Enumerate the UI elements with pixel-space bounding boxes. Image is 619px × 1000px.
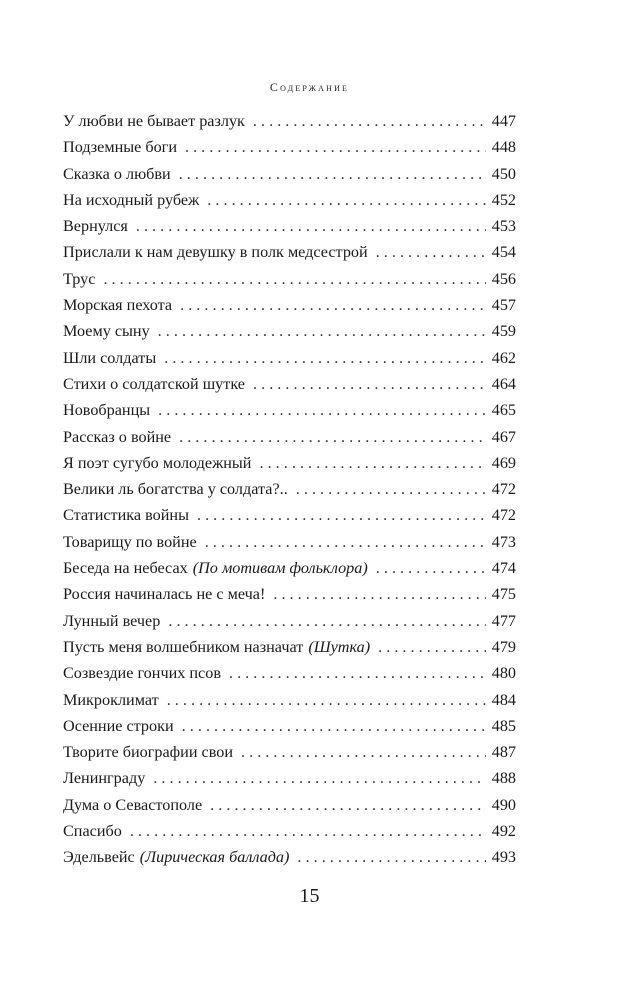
- toc-entry: [63, 476, 516, 502]
- toc-entry-title-text: Моему сыну: [63, 322, 150, 341]
- toc-entry-title-text: Пусть меня волшебником назначат: [63, 637, 304, 656]
- dot-leader: [185, 134, 486, 160]
- toc-entry: [63, 687, 516, 713]
- toc-entry-title: [63, 502, 189, 528]
- toc-entry-title-text: Россия начиналась не с меча!: [63, 585, 266, 604]
- toc-entry: [63, 187, 516, 213]
- toc-entry-subtitle: (Шутка): [308, 637, 371, 656]
- toc-entry-page: 492: [491, 822, 516, 841]
- dot-leader: [168, 608, 485, 634]
- toc-entry-page: 448: [491, 138, 516, 157]
- toc-entry-title-text: Вернулся: [63, 217, 128, 236]
- dot-leader: [153, 765, 485, 791]
- toc-entry: [63, 792, 516, 818]
- toc-entry: [63, 345, 516, 371]
- dot-leader: [103, 266, 485, 292]
- toc-entry-title: [63, 739, 233, 765]
- dot-leader: [167, 687, 486, 713]
- toc-entry-title: [63, 634, 370, 660]
- toc-entry-page: 469: [491, 453, 516, 472]
- toc-entry-title-text: Творите биографии свои: [63, 743, 234, 762]
- toc-entry-title-text: Новобранцы: [63, 401, 151, 420]
- toc-entry-page: 477: [491, 611, 516, 630]
- dot-leader: [158, 397, 486, 423]
- toc-entry-title: [63, 424, 171, 450]
- toc-entry-page: 475: [491, 585, 516, 604]
- toc-entry-title-text: Ленинграду: [63, 769, 146, 788]
- toc-entry-title-text: Шли солдаты: [63, 348, 157, 367]
- dot-leader: [179, 424, 486, 450]
- dot-leader: [253, 371, 486, 397]
- toc-entry-title-text: Я поэт сугубо молодежный: [63, 453, 252, 472]
- toc-entry-page: 450: [491, 164, 516, 183]
- toc-entry: [63, 608, 516, 634]
- toc-entry-title: [63, 844, 289, 870]
- dot-leader: [376, 239, 486, 265]
- toc-entry: [63, 765, 516, 791]
- toc-entry: [63, 844, 516, 870]
- toc-entry: [63, 739, 516, 765]
- toc-entry-title-text: Сказка о любви: [63, 164, 171, 183]
- toc-entry-page: 453: [491, 217, 516, 236]
- toc-entry: [63, 213, 516, 239]
- toc-entry-title: [63, 687, 159, 713]
- toc-entry-page: 456: [491, 269, 516, 288]
- toc-entry-page: 459: [491, 322, 516, 341]
- toc-entry: [63, 713, 516, 739]
- toc-entry-title-text: Созвездие гончих псов: [63, 664, 221, 683]
- toc-entry-title: [63, 765, 145, 791]
- toc-entry: [63, 818, 516, 844]
- dot-leader: [158, 318, 486, 344]
- toc-entry-title-text: Беседа на небесах: [63, 559, 188, 578]
- toc-entry: [63, 292, 516, 318]
- toc-entry-page: 484: [491, 690, 516, 709]
- toc-entry-title: [63, 792, 202, 818]
- toc-entry: [63, 660, 516, 686]
- toc-entry-title: [63, 371, 245, 397]
- dot-leader: [296, 476, 486, 502]
- toc-entry: [63, 371, 516, 397]
- toc-entry-title: [63, 608, 160, 634]
- dot-leader: [273, 581, 485, 607]
- toc-entry-title: [63, 529, 197, 555]
- dot-leader: [205, 529, 486, 555]
- toc-entry-title: [63, 161, 171, 187]
- toc-entry-page: 474: [491, 559, 516, 578]
- toc-entry-page: 464: [491, 374, 516, 393]
- toc-entry-title: [63, 266, 95, 292]
- toc-entry: [63, 581, 516, 607]
- toc-entry: [63, 529, 516, 555]
- toc-entry-title: [63, 713, 174, 739]
- toc-entry-title: [63, 134, 177, 160]
- toc-entry-page: 454: [491, 243, 516, 262]
- toc-entry-title-text: На исходный рубеж: [63, 190, 200, 209]
- page-number: 15: [299, 885, 320, 907]
- dot-leader: [259, 450, 485, 476]
- toc-entry-page: 465: [491, 401, 516, 420]
- dot-leader: [179, 161, 486, 187]
- toc-entry: [63, 108, 516, 134]
- toc-entry-title: [63, 476, 288, 502]
- toc-entry-title-text: Прислали к нам девушку в полк медсестрой: [63, 243, 368, 262]
- toc-entry-page: 485: [491, 716, 516, 735]
- toc-entry: [63, 450, 516, 476]
- toc-entry: [63, 555, 516, 581]
- toc-entry-title-text: Спасибо: [63, 822, 122, 841]
- toc-entry-title: [63, 660, 221, 686]
- table-of-contents: [63, 108, 516, 871]
- toc-entry-title: [63, 397, 150, 423]
- dot-leader: [164, 345, 486, 371]
- toc-entry-title: [63, 555, 368, 581]
- toc-entry: [63, 266, 516, 292]
- toc-entry-title: [63, 213, 128, 239]
- toc-entry: [63, 161, 516, 187]
- toc-entry-title-text: Трус: [63, 269, 96, 288]
- toc-entry-title-text: Рассказ о войне: [63, 427, 172, 446]
- toc-entry-title: [63, 239, 368, 265]
- toc-entry-page: 490: [491, 795, 516, 814]
- dot-leader: [376, 555, 486, 581]
- dot-leader: [136, 213, 486, 239]
- toc-entry-page: 472: [491, 506, 516, 525]
- toc-entry-title: [63, 818, 122, 844]
- toc-entry-page: 488: [491, 769, 516, 788]
- toc-entry: [63, 502, 516, 528]
- toc-entry-title: [63, 345, 156, 371]
- toc-entry-page: 479: [491, 637, 516, 656]
- toc-entry-title-text: Товарищу по войне: [63, 532, 197, 551]
- toc-entry: [63, 318, 516, 344]
- toc-entry-page: 447: [491, 112, 516, 130]
- toc-entry: [63, 239, 516, 265]
- toc-entry-title-text: Стихи о солдатской шутке: [63, 374, 245, 393]
- toc-entry-subtitle: (По мотивам фольклора): [192, 559, 368, 578]
- toc-heading: Содержание: [269, 80, 350, 94]
- toc-entry: [63, 634, 516, 660]
- toc-entry-title: [63, 318, 150, 344]
- toc-entry-title-text: Велики ль богатства у солдата?..: [63, 480, 288, 499]
- dot-leader: [241, 739, 486, 765]
- toc-entry-title: [63, 108, 245, 134]
- toc-entry-title-text: Подземные боги: [63, 138, 177, 157]
- dot-leader: [229, 660, 486, 686]
- toc-entry-page: 457: [491, 296, 516, 315]
- toc-entry-page: 452: [491, 190, 516, 209]
- dot-leader: [253, 108, 486, 134]
- toc-entry-title: [63, 187, 199, 213]
- toc-entry-title-text: Статистика войны: [63, 506, 189, 525]
- toc-entry-title-text: Лунный вечер: [63, 611, 161, 630]
- dot-leader: [182, 713, 486, 739]
- dot-leader: [378, 634, 486, 660]
- toc-entry: [63, 397, 516, 423]
- dot-leader: [297, 844, 485, 870]
- toc-entry-title: [63, 450, 251, 476]
- toc-entry-title-text: Морская пехота: [63, 296, 173, 315]
- toc-entry-title-text: Осенние строки: [63, 716, 174, 735]
- toc-entry-title: [63, 581, 265, 607]
- dot-leader: [207, 187, 485, 213]
- toc-entry-page: 487: [491, 743, 516, 762]
- dot-leader: [130, 818, 486, 844]
- toc-entry: [63, 424, 516, 450]
- toc-entry-page: 472: [491, 480, 516, 499]
- toc-entry: [63, 134, 516, 160]
- toc-entry-page: 480: [491, 664, 516, 683]
- dot-leader: [210, 792, 486, 818]
- toc-entry-page: 473: [491, 532, 516, 551]
- toc-entry-title-text: У любви не бывает разлук: [63, 112, 245, 130]
- toc-entry-subtitle: (Лирическая баллада): [139, 848, 290, 867]
- toc-entry-title: [63, 292, 172, 318]
- toc-entry-page: 462: [491, 348, 516, 367]
- toc-entry-title-text: Эдельвейс: [63, 848, 135, 867]
- toc-entry-title-text: Микроклимат: [63, 690, 159, 709]
- toc-entry-page: 467: [491, 427, 516, 446]
- toc-entry-page: 493: [491, 848, 516, 867]
- dot-leader: [197, 502, 486, 528]
- dot-leader: [180, 292, 486, 318]
- toc-entry-title-text: Дума о Севастополе: [63, 795, 203, 814]
